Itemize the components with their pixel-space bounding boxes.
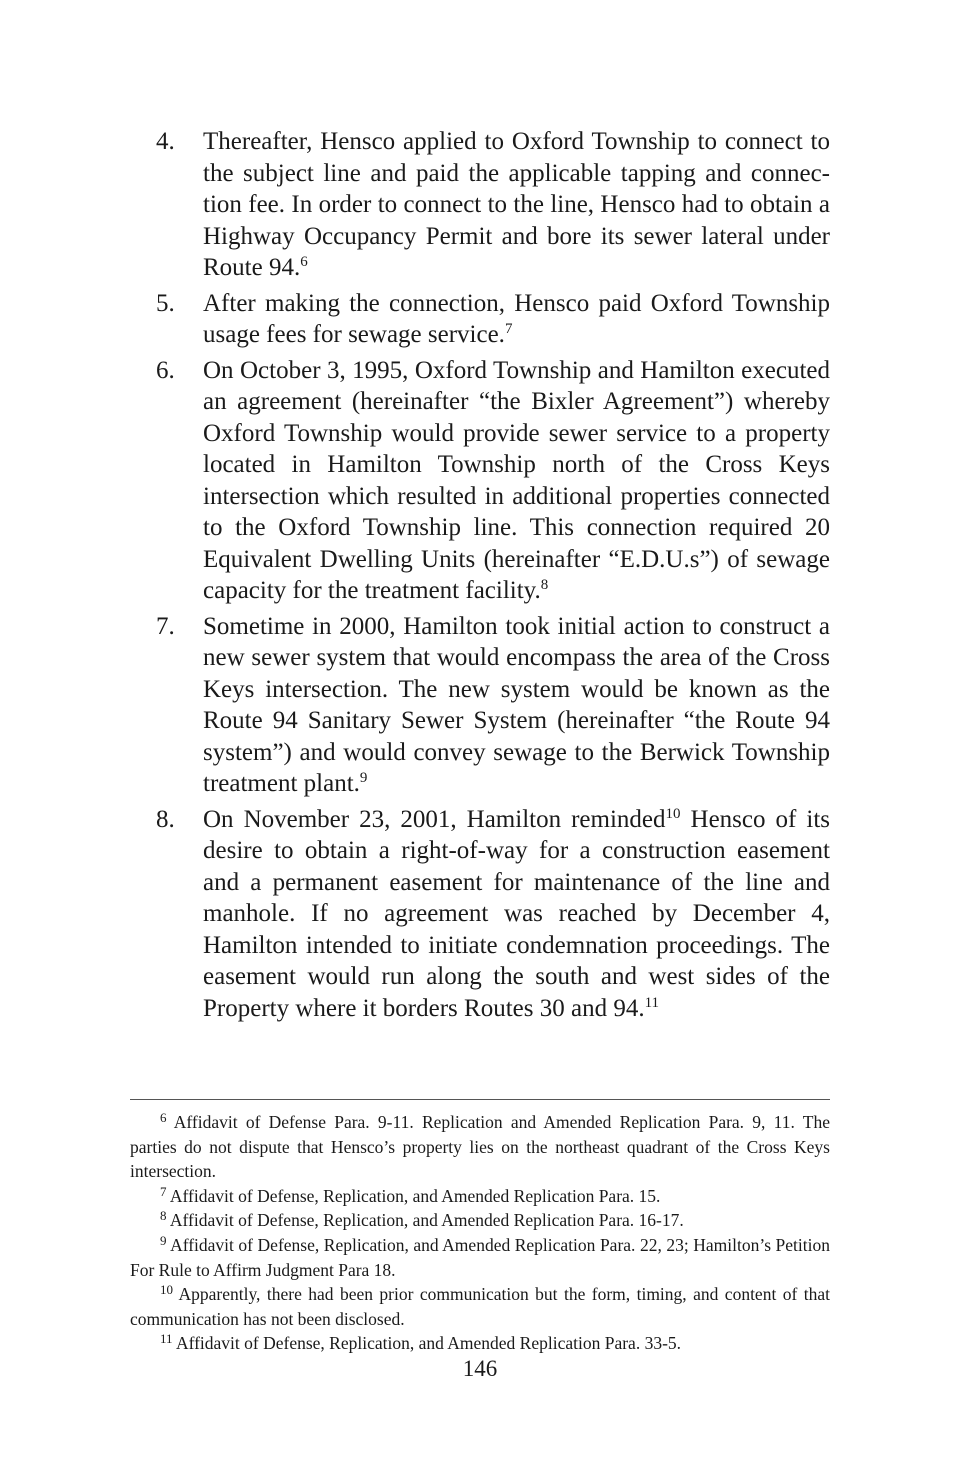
footnote-text: Affidavit of Defense Para. 9-11. Replication and Amended Replication Para. 9, 11. The parties do not dispute that Hensco’s property lies on the northeast quadrant of the Cross Keys intersection. [130, 1112, 830, 1182]
footnote-mark: 8 [160, 1208, 167, 1224]
footnote-text: Affidavit of Defense, Replication, and Amended Replication Para. 16-17. [166, 1210, 684, 1231]
paragraph-item-5 [156, 288, 830, 351]
footnote-reference: 10 [665, 805, 681, 822]
page-number: 146 [462, 1356, 498, 1381]
footnote-reference: 11 [644, 994, 660, 1011]
paragraph-item-8 [156, 804, 830, 1025]
paragraph-item-7 [156, 611, 830, 800]
paragraph-number: 7. [156, 612, 175, 640]
footnote-mark: 9 [160, 1232, 167, 1248]
footnote-mark: 11 [160, 1331, 173, 1347]
paragraph-text [203, 288, 830, 351]
footnote-8 [130, 1208, 830, 1233]
paragraph-number: 6. [156, 356, 175, 384]
footnote-text: Affidavit of Defense, Replication, and Amended Replication Para. 33-5. [172, 1333, 682, 1354]
paragraph-number: 5. [156, 289, 175, 317]
paragraph-body-lead: On November 23, 2001, Hamilton reminded [203, 805, 666, 833]
paragraph-body: Hensco of its desire to obtain a right-of-way for a construction easement and a permanent easement for maintenance of the line and manhole. If no agreement was reached by December 4, Hamilton intended to initiate condemnation proceedings. The easement would run along the south and west sides of the Property where it borders Routes 30 and 94. [203, 805, 830, 1022]
footnotes-section [130, 1110, 830, 1356]
paragraph-item-6 [156, 355, 830, 607]
paragraph-item-4 [156, 126, 830, 284]
footnote-mark: 6 [160, 1110, 167, 1125]
paragraph-number: 4. [156, 128, 175, 155]
paragraph-text [203, 804, 830, 1025]
numbered-paragraph-list [156, 126, 830, 1028]
footnote-reference: 6 [300, 254, 308, 270]
paragraph-text [203, 126, 830, 284]
footnote-reference: 8 [540, 577, 549, 593]
footnote-text: Apparently, there had been prior communication but the form, timing, and content of that communication has not been disclosed. [130, 1284, 830, 1329]
footnote-text: Affidavit of Defense, Replication, and Amended Replication Para. 15. [166, 1185, 661, 1206]
footnote-7 [130, 1184, 830, 1209]
footnote-reference: 7 [504, 321, 513, 337]
footnote-9 [130, 1233, 830, 1282]
paragraph-body: After making the connection, Hensco paid Oxford Township usage fees for sewage service. [203, 289, 830, 348]
paragraph-body: On October 3, 1995, Oxford Township and Hamilton executed an agreement (hereinafter “the Bixler Agreement”) whereby Oxford Township would provide sewer service to a property located in Hamilton Township north of the Cross Keys intersection which resulted in additional properties connected to the Oxford Township line. This connection required 20 Equivalent Dwelling Units (hereinafter “E.D.U.s”) of sewage capacity for the treatment facility. [203, 356, 830, 604]
paragraph-text [203, 355, 830, 607]
footnote-mark: 10 [160, 1282, 173, 1298]
footnote-text: Affidavit of Defense, Replication, and Amended Replication Para. 22, 23; Hamilton’s Petition For Rule to Affirm Judgment Para 18. [130, 1234, 830, 1280]
footnote-reference: 9 [359, 770, 368, 786]
footnote-11 [130, 1331, 830, 1356]
footnote-10 [130, 1282, 830, 1331]
footnote-mark: 7 [160, 1183, 167, 1199]
footnote-6 [130, 1110, 830, 1184]
paragraph-number: 8. [156, 805, 175, 833]
footnote-divider [130, 1099, 830, 1100]
paragraph-body: Sometime in 2000, Hamilton took initial action to construct a new sewer system that would encompass the area of the Cross Keys intersection. The new system would be known as the Route 94 Sanitary Sewer System (hereinafter “the Route 94 system”) and would convey sewage to the Berwick Township treatment plant. [203, 612, 830, 797]
paragraph-body: Thereafter, Hensco applied to Oxford Township to connect to the subject line and paid the applicable tapping and connection fee. In order to connect to the line, Hensco had to obtain a Highway Occupancy Permit and bore its sewer lateral under Route 94. [203, 128, 830, 281]
paragraph-text [203, 611, 830, 800]
